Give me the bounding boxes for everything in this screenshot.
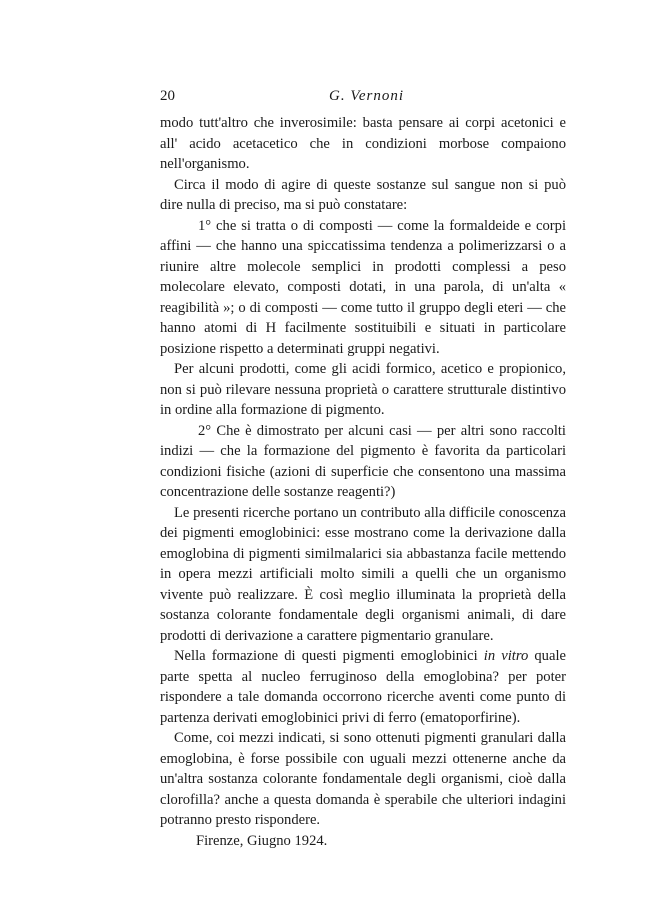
- page-body: [160, 113, 566, 851]
- paragraph-7-start: Nella formazione di questi pigmenti emoglobinici: [174, 648, 484, 664]
- paragraph-7-italic: in vitro: [483, 648, 529, 664]
- paragraph-2: Circa il modo di agire di queste sostanze sul sangue non si può dire nulla di preciso, ma si può constatare:: [160, 176, 566, 213]
- paragraph-7: [160, 646, 566, 728]
- paragraph-4: Per alcuni prodotti, come gli acidi formico, acetico e propionico, non si può rilevare nessuna proprietà o carattere strutturale distintivo in ordine alla formazione di pigmento.: [160, 361, 566, 418]
- paragraph-1: modo tutt'altro che inverosimile: basta pensare ai corpi acetonici e all' acido acetacetico che in condizioni morbose compaiono nell'organismo.: [160, 115, 566, 172]
- paragraph-7-end: quale parte spetta al nucleo ferruginoso della emoglobina? per poter rispondere a tale domanda occorrono ricerche aventi come punto di partenza derivati emoglobinici privi di ferro (ematoporfirine).: [160, 648, 566, 726]
- paragraph-3: 1° che si tratta o di composti — come la formaldeide e corpi affini — che hanno una spiccatissima tendenza a polimerizzarsi o a riunire altre molecole semplici in prodotti complessi a peso molecolare elevato, composti dotati, in una parola, di un'alta « reagibilità »; o di composti — come tutto il gruppo degli eteri — che hanno atomi di H facilmente sostituibili e situati in particolare posizione rispetto a determinati gruppi negativi.: [160, 217, 566, 357]
- paragraph-8: Come, coi mezzi indicati, si sono ottenuti pigmenti granulari dalla emoglobina, è forse possibile con uguali mezzi ottenerne anche da un'altra sostanza colorante fondamentale degli organismi, cioè dalla clorofilla? anche a questa domanda è sperabile che ulteriori indagini potranno presto rispondere.: [160, 730, 566, 828]
- running-title: G. Vernoni: [329, 88, 404, 104]
- signature-date: Firenze, Giugno 1924.: [196, 832, 328, 849]
- page-number: 20: [160, 88, 175, 104]
- paragraph-5: 2° Che è dimostrato per alcuni casi — per altri sono raccolti indizi — che la formazione del pigmento è favorita da particolari condizioni fisiche (azioni di superficie che consentono una massima concentrazione delle sostanze reagenti?): [160, 422, 566, 500]
- paragraph-6: Le presenti ricerche portano un contributo alla difficile conoscenza dei pigmenti emoglobinici: esse mostrano come la derivazione dalla emoglobina di pigmenti similmalarici sia abbastanza facile mettendo in opera mezzi artificiali molto simili a quelli che un organismo vivente può realizzare. È così meglio illuminata la proprietà della sostanza colorante fondamentale degli organismi animali, di dare prodotti di derivazione a carattere pigmentario granulare.: [160, 504, 566, 644]
